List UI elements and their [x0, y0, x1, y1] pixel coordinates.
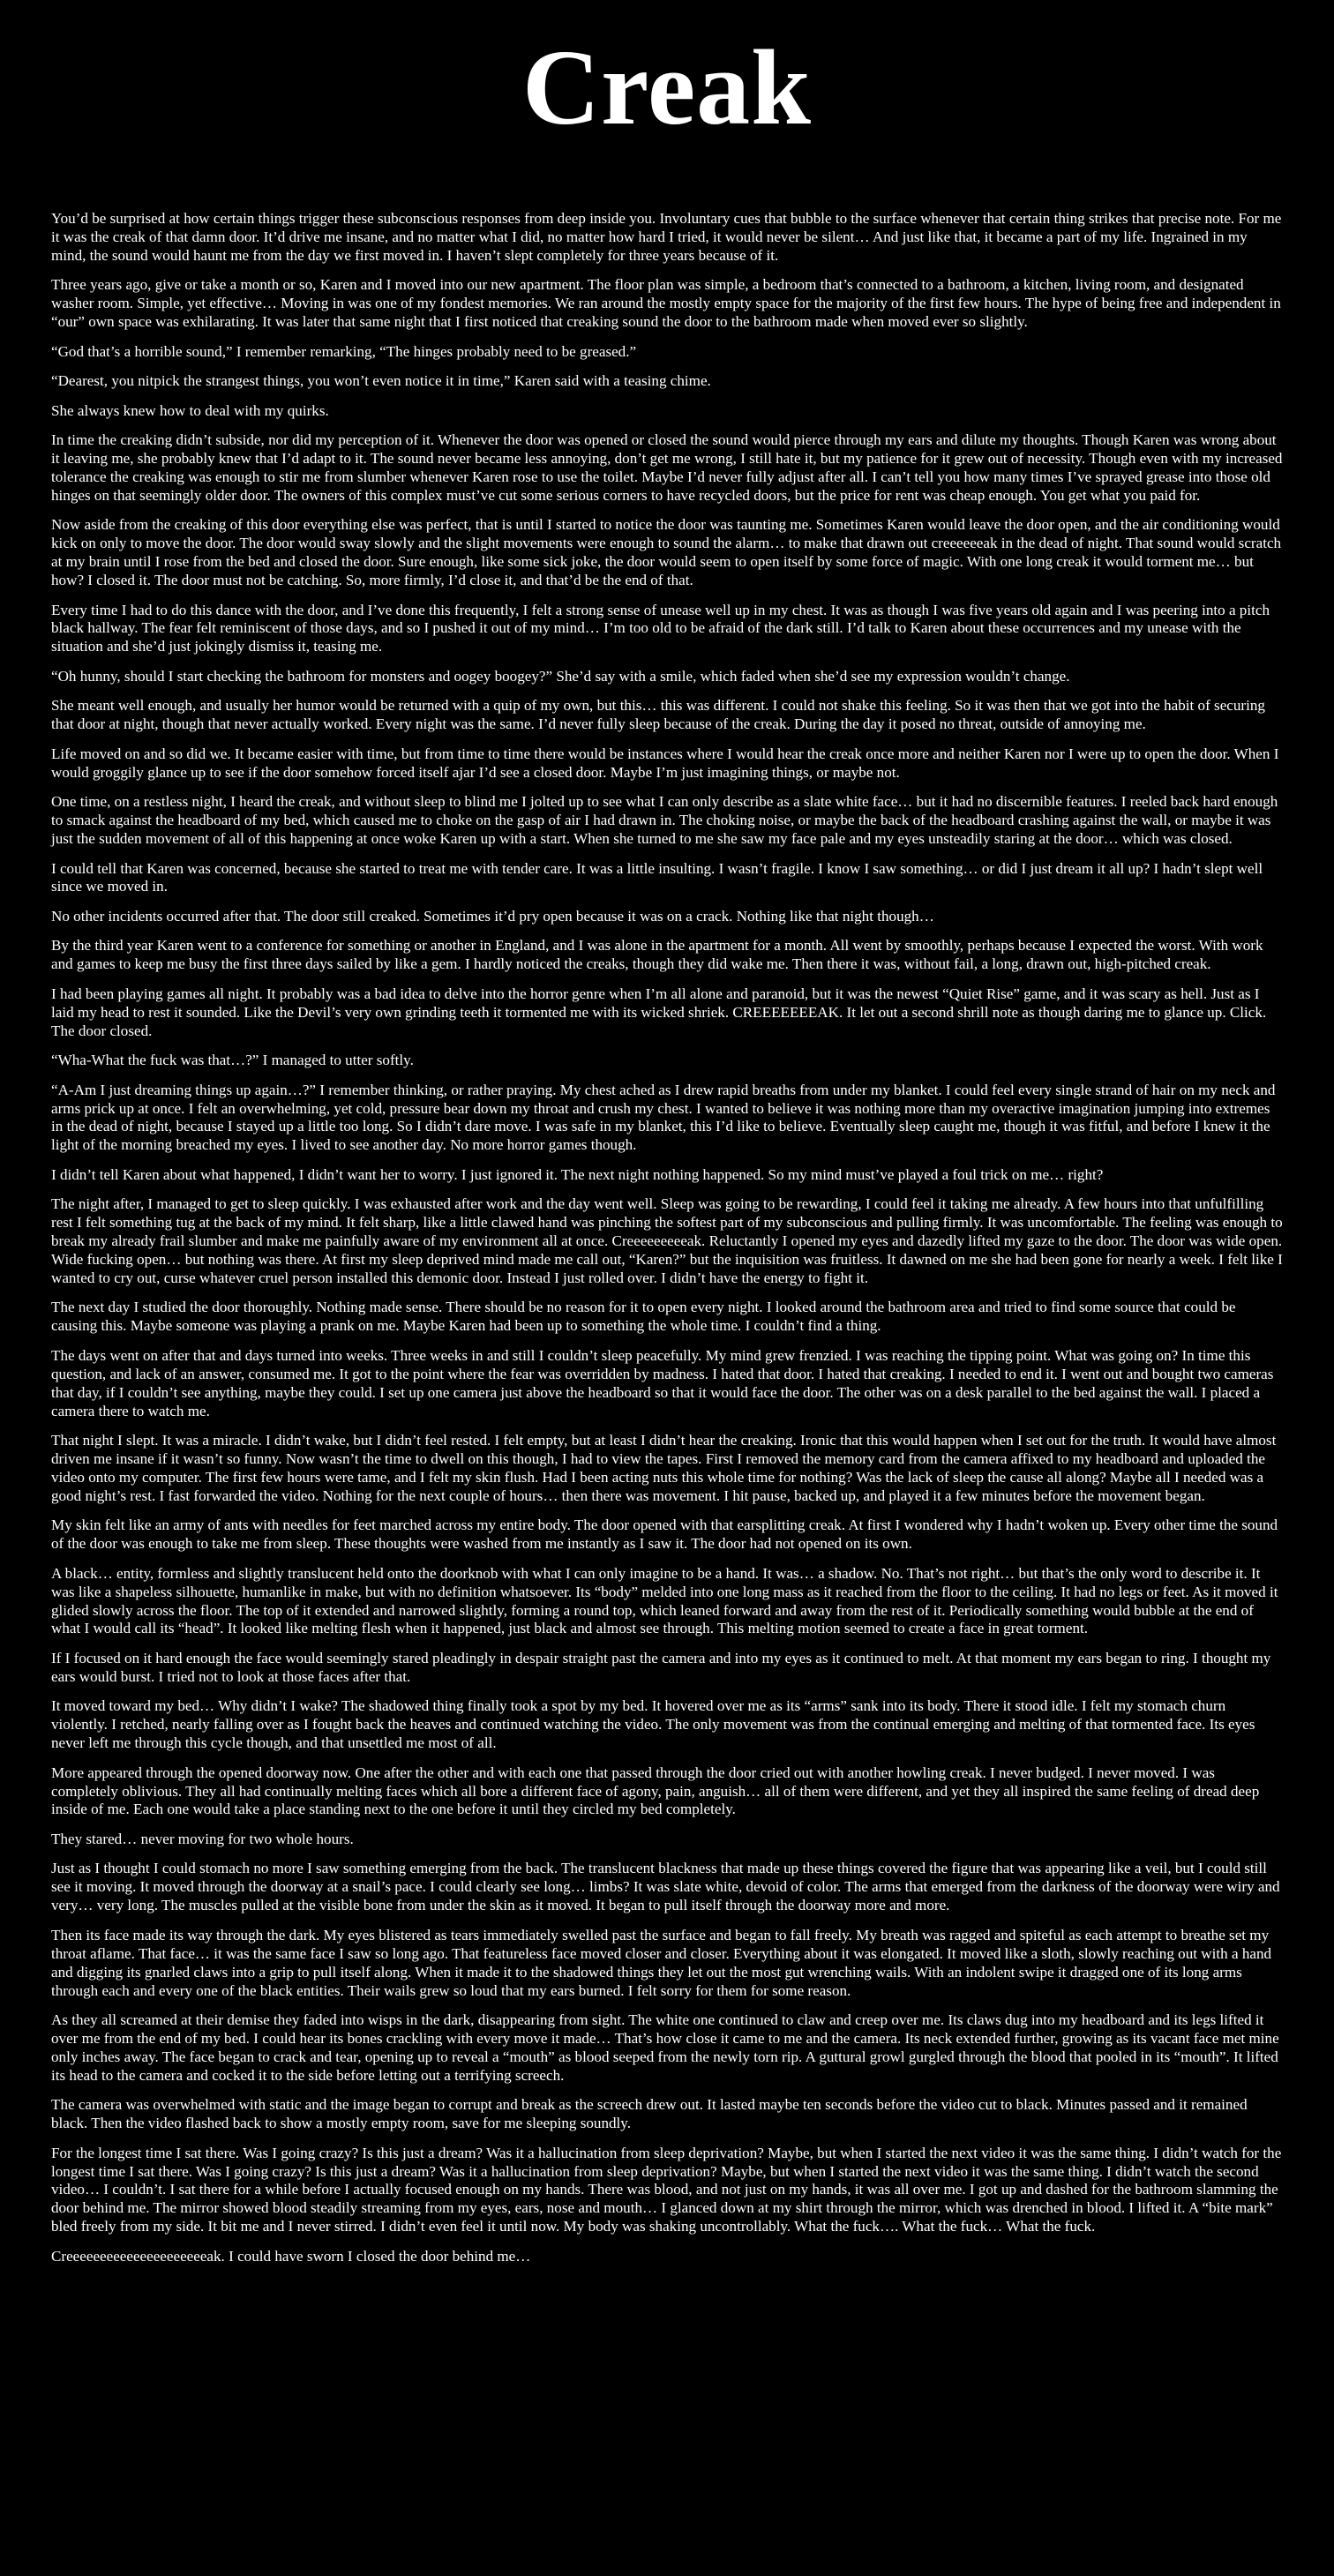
story-paragraph: “Wha-What the fuck was that…?” I managed to utter softly.	[51, 1052, 414, 1069]
story-paragraph: The night after, I managed to get to sleep quickly. I was exhausted after work and the day went well. Sleep was going to be rewarding, I could feel it taking me already. A few hours into that unfulfilling rest I felt something tug at the back of my mind. It felt sharp, like a little clawed hand was pinching the softest part of my subconscious and pulling firmly. It was uncomfortable. The feeling was enough to break my already frail slumber and make me painfully aware of my environment all at once. Creeeeeeeeeak. Reluctantly I opened my eyes and dazedly lifted my gaze to the door. The door was wide open. Wide fucking open… but nothing was there. At first my sleep deprived mind made me call out, “Karen?” but the inquisition was fruitless. It dawned on me she had been gone for nearly a week. I felt like I wanted to cry out, curse whatever cruel person installed this demonic door. Instead I just rolled over. I didn’t have the energy to fight it.	[51, 1195, 1283, 1286]
story-paragraph: You’d be surprised at how certain things trigger these subconscious responses from deep inside you. Involuntary cues that bubble to the surface whenever that certain thing strikes that precise note. For me it was the creak of that damn door. It’d drive me insane, and no matter what I did, no matter how hard I tried, it would never be silent… And just like that, it became a part of my life. Ingrained in my mind, the sound would haunt me from the day we first moved in. I haven’t slept completely for three years because of it.	[51, 210, 1282, 264]
story-paragraph: Three years ago, give or take a month or so, Karen and I moved into our new apartment. The floor plan was simple, a bedroom that’s connected to a bathroom, a kitchen, living room, and designated washer room. Simple, yet effective… Moving in was one of my fondest memories. We ran around the mostly empty space for the majority of the first few hours. The hype of being free and independent in “our” own space was exhilarating. It was later that same night that I first noticed that creaking sound the door to the bathroom made when moved ever so slightly.	[51, 276, 1281, 331]
story-paragraph: If I focused on it hard enough the face would seemingly stared pleadingly in despair straight past the camera and into my eyes as it continued to melt. At that moment my ears began to ring. I thought my ears would burst. I tried not to look at those faces after that.	[51, 1649, 1271, 1685]
story-paragraph: “God that’s a horrible sound,” I remember remarking, “The hinges probably need to be greased.”	[51, 342, 637, 360]
story-paragraph: By the third year Karen went to a conference for something or another in England, and I was alone in the apartment for a month. All went by smoothly, perhaps because I expected the worst. With work and games to keep me busy the first three days sailed by like a gem. I hardly noticed the creaks, though they did wake me. Then there it was, without fail, a long, drawn out, high-pitched creak.	[51, 937, 1263, 973]
story-body	[51, 210, 1283, 2266]
story-paragraph: The days went on after that and days turned into weeks. Three weeks in and still I couldn’t sleep peacefully. My mind grew frenzied. I was reaching the tipping point. What was going on? In time this question, and lack of an answer, consumed me. It got to the point where the fear was overridden by madness. I hated that door. I hated that creaking. I needed to end it. I went out and bought two cameras that day, if I couldn’t see anything, maybe they could. I set up one camera just above the headboard so that it would face the door. The other was on a desk parallel to the bed against the wall. I placed a camera there to watch me.	[51, 1346, 1274, 1419]
story-paragraph: “A-Am I just dreaming things up again…?” I remember thinking, or rather praying. My chest ached as I drew rapid breaths from under my blanket. I could feel every single strand of hair on my neck and arms prick up at once. I felt an overwhelming, yet cold, pressure bear down my throat and crush my chest. I wanted to believe it was nothing more than my overactive imagination jumping into extremes in the dead of night, because I stayed up a little too long. So I didn’t dare move. I was safe in my blanket, this I’d like to believe. Eventually sleep caught me, though it was fitful, and before I knew it the light of the morning breached my eyes. I lived to see another day. No more horror games though.	[51, 1081, 1276, 1154]
story-paragraph: I didn’t tell Karen about what happened, I didn’t want her to worry. I just ignored it. The next night nothing happened. So my mind must’ve played a foul trick on me… right?	[51, 1165, 1104, 1183]
story-paragraph: “Dearest, you nitpick the strangest things, you won’t even notice it in time,” Karen said with a teasing chime.	[51, 372, 711, 390]
story-paragraph: Every time I had to do this dance with the door, and I’ve done this frequently, I felt a strong sense of unease well up in my chest. It was as though I was five years old again and I was peering into a pitch black hallway. The fear felt reminiscent of those days, and so I pushed it out of my mind… I’m too old to be afraid of the dark still. I’d talk to Karen about these occurrences and my unease with the situation and she’d just jokingly dismiss it, teasing me.	[51, 601, 1270, 655]
story-paragraph: Just as I thought I could stomach no more I saw something emerging from the back. The translucent blackness that made up these things covered the figure that was appearing like a veil, but I could still see it moving. It moved through the doorway at a snail’s pace. I could clearly see long… limbs? It was slate white, devoid of color. The arms that emerged from the darkness of the doorway were wiry and very… very long. The muscles pulled at the visible bone from under the skin as it moved. It began to pull itself through the doorway more and more.	[51, 1860, 1280, 1914]
story-paragraph: She always knew how to deal with my quirks.	[51, 401, 329, 419]
story-paragraph: Creeeeeeeeeeeeeeeeeeeeeak. I could have sworn I closed the door behind me…	[51, 2247, 531, 2265]
story-paragraph: The next day I studied the door thoroughly. Nothing made sense. There should be no reason for it to open every night. I looked around the bathroom area and tried to find some source that could be causing this. Maybe someone was playing a prank on me. Maybe Karen had been up to something the whole time. I couldn’t find a thing.	[51, 1299, 1236, 1335]
story-paragraph: It moved toward my bed… Why didn’t I wake? The shadowed thing finally took a spot by my bed. It hovered over me as its “arms” sank into its body. There it stood idle. I felt my stomach churn violently. I retched, nearly falling over as I fought back the heaves and continued watching the video. The only movement was from the continual emerging and melting of that tormented face. Its eyes never left me through this cycle though, and that unsettled me most of all.	[51, 1697, 1255, 1752]
story-title: Creak	[521, 28, 813, 147]
story-paragraph: “Oh hunny, should I start checking the bathroom for monsters and oogey boogey?” She’d say with a smile, which faded when she’d see my expression wouldn’t change.	[51, 667, 1070, 685]
story-paragraph: They stared… never moving for two whole hours.	[51, 1830, 354, 1847]
story-paragraph: More appeared through the opened doorway now. One after the other and with each one that passed through the door cried out with another howling creak. I never budged. I never moved. I was completely oblivious. They all had continually melting faces which all bore a different face of agony, pain, anguish… all of them were different, and yet they all inspired the same feeling of dread deep inside of me. Each one would take a place standing next to the one before it until they circled my bed completely.	[51, 1764, 1260, 1818]
story-paragraph: The camera was overwhelmed with static and the image began to corrupt and break as the screech drew out. It lasted maybe ten seconds before the video cut to black. Minutes passed and it remained black. Then the video flashed back to show a mostly empty room, save for me sleeping soundly.	[51, 2096, 1248, 2132]
story-paragraph: I could tell that Karen was concerned, because she started to treat me with tender care. It was a little insulting. I wasn’t fragile. I know I saw something… or did I just dream it all up? I hadn’t slept well since we moved in.	[51, 859, 1263, 895]
story-paragraph: I had been playing games all night. It probably was a bad idea to delve into the horror genre when I’m all alone and paranoid, but it was the newest “Quiet Rise” game, and it was scary as hell. Just as I laid my head to rest it sounded. Like the Devil’s very own grinding teeth it tormented me with its wicked shriek. CREEEEEEEAK. It let out a second shrill note as though daring me to glance up. Click. The door closed.	[51, 985, 1267, 1039]
story-paragraph: One time, on a restless night, I heard the creak, and without sleep to blind me I jolted up to see what I can only describe as a slate white face… but it had no discernible features. I reeled back hard enough to smack against the headboard of my bed, which caused me to choke on the gasp of air I had drawn in. The choking noise, or maybe the back of the headboard crashing against the wall, or maybe it was just the sudden movement of all of this happening at once woke Karen up with a start. When she turned to me she saw my face pale and my eyes unsteadily staring at the door… which was closed.	[51, 793, 1278, 847]
story-paragraph: No other incidents occurred after that. The door still creaked. Sometimes it’d pry open because it was on a crack. Nothing like that night though…	[51, 907, 934, 925]
story-paragraph: That night I slept. It was a miracle. I didn’t wake, but I didn’t feel rested. I felt empty, but at least I didn’t hear the creaking. Ironic that this would happen when I set out for the truth. It would have almost driven me insane if it wasn’t so funny. Now wasn’t the time to dwell on this though, I had to view the tapes. First I removed the memory card from the camera affixed to my headboard and uploaded the video onto my computer. The first few hours were tame, and I felt my skin flush. Had I been acting nuts this whole time for nothing? Was the lack of sleep the cause all along? Maybe all I needed was a good night’s rest. I fast forwarded the video. Nothing for the next couple of hours… then there was movement. I hit pause, backed up, and played it a few minutes before the movement began.	[51, 1432, 1277, 1504]
story-paragraph: My skin felt like an army of ants with needles for feet marched across my entire body. The door opened with that earsplitting creak. At first I wondered why I hadn’t woken up. Every other time the sound of the door was enough to take me from sleep. These thoughts were washed from me instantly as I saw it. The door had not opened on its own.	[51, 1516, 1278, 1553]
story-paragraph: A black… entity, formless and slightly translucent held onto the doorknob with what I can only imagine to be a hand. It was… a shadow. No. That’s not right… but that’s the only word to describe it. It was like a shapeless silhouette, humanlike in make, but with no definition whatsoever. Its “body” melded into one long mass as it reached from the floor to the ceiling. It had no legs or feet. As it moved it glided slowly across the floor. The top of it extended and narrowed slightly, forming a round top, which leaned forward and away from the rest of it. Periodically something would bubble at the end of what I would call its “head”. It looked like melting flesh when it happened, just black and almost see through. This melting motion seemed to create a face in great torment.	[51, 1564, 1278, 1637]
story-paragraph: She meant well enough, and usually her humor would be returned with a quip of my own, but this… this was different. I could not shake this feeling. So it was then that we got into the habit of securing that door at night, though that never actually worked. Every night was the same. I’d never fully sleep because of the creak. During the day it posed no threat, outside of annoying me.	[51, 697, 1265, 733]
story-paragraph: For the longest time I sat there. Was I going crazy? Is this just a dream? Was it a hallucination from sleep deprivation? Maybe, but when I started the next video it was the same thing. I didn’t watch for the longest time I sat there. Was I going crazy? Is this just a dream? Was it a hallucination from sleep deprivation? Maybe, but when I started the next video it was the same thing. I didn’t watch the second video… I couldn’t. I sat there for a while before I actually focused enough on my hands. There was blood, and not just on my hands, it was all over me. I got up and dashed for the bathroom slamming the door behind me. The mirror showed blood steadily streaming from my eyes, ears, nose and mouth… I glanced down at my shirt through the mirror, which was drenched in blood. I lifted it. A “bite mark” bled freely from my side. It bit me and I never stirred. I didn’t even feel it until now. My body was shaking uncontrollably. What the fuck…. What the fuck… What the fuck.	[51, 2144, 1282, 2235]
story-paragraph: Life moved on and so did we. It became easier with time, but from time to time there would be instances where I would hear the creak once more and neither Karen nor I were up to open the door. When I would groggily glance up to see if the door somehow forced itself ajar I’d see a closed door. Maybe I’m just imagining things, or maybe not.	[51, 745, 1279, 781]
story-paragraph: In time the creaking didn’t subside, nor did my perception of it. Whenever the door was opened or closed the sound would pierce through my ears and dilute my thoughts. Though Karen was wrong about it leaving me, she probably knew that I’d adapt to it. The sound never became less annoying, don’t get me wrong, I still hate it, but my patience for it grew out of necessity. Though even with my increased tolerance the creaking was enough to stir me from slumber whenever Karen rose to use the toilet. Maybe I’d never fully adjust after all. I can’t tell you how many times I’ve sprayed grease into those old hinges on that seemingly older door. The owners of this complex must’ve cut some serious corners to have recycled doors, but the price for rent was cheap enough. You get what you paid for.	[51, 431, 1283, 504]
story-paragraph: Then its face made its way through the dark. My eyes blistered as tears immediately swelled past the surface and began to fall freely. My breath was ragged and spiteful as each attempt to breathe set my throat aflame. That face… it was the same face I saw so long ago. That featureless face moved closer and closer. Everything about it was elongated. It moved like a sloth, slowly reaching out with a hand and digging its gnarled claws into a grip to pull itself along. When it made it to the shadowed things they let out the most gut wrenching wails. With an indolent swipe it dragged one of its long arms through each and every one of the black entities. Their wails grew so loud that my ears burned. I felt sorry for them for some reason.	[51, 1926, 1272, 1999]
story-paragraph: As they all screamed at their demise they faded into wisps in the dark, disappearing from sight. The white one continued to claw and creep over me. Its claws dug into my headboard and its legs lifted it over me from the end of my bed. I could hear its bones crackling with every move it made… That’s how close it came to me and the camera. Its neck extended further, growing as its vacant face met mine only inches away. The face began to crack and tear, opening up to reveal a “mouth” as blood seeped from the newly torn rip. A guttural growl gurgled through the blood that pooled in its “mouth”. It lifted its head to the camera and cocked it to the side before letting out a terrifying screech.	[51, 2011, 1279, 2084]
story-paragraph: Now aside from the creaking of this door everything else was perfect, that is until I started to notice the door was taunting me. Sometimes Karen would leave the door open, and the air conditioning would kick on only to move the door. The door would sway slowly and the slight movements were enough to sound the alarm… to make that drawn out creeeeeeak in the dead of night. That sound would scratch at my brain until I rose from the bed and closed the door. Sure enough, like some sick joke, the door would seem to open itself by some force of magic. With one long creak it would torment me… but how? I closed it. The door must not be catching. So, more firmly, I’d close it, and that’d be the end of that.	[51, 516, 1282, 589]
